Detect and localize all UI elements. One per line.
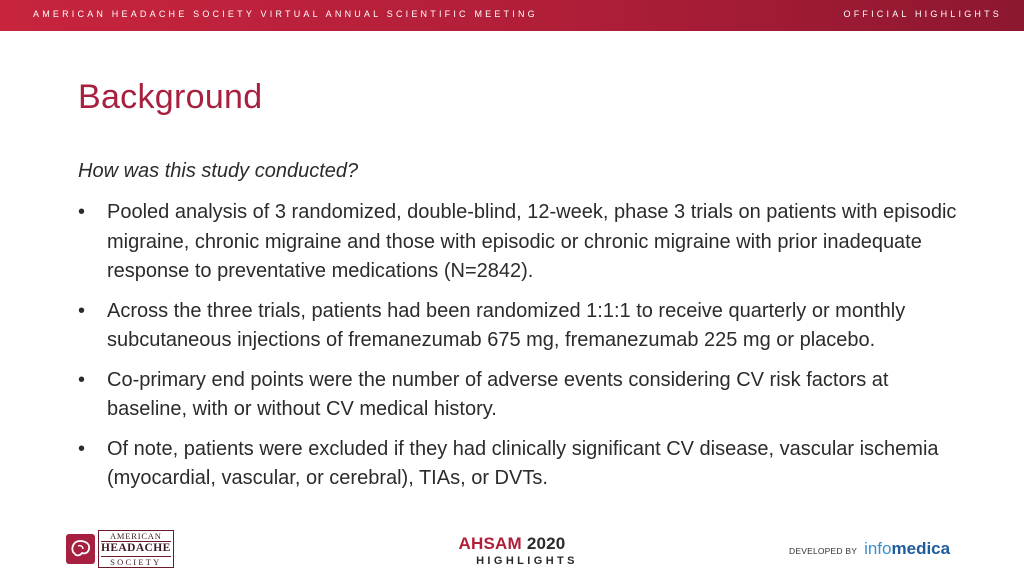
- slide-question: How was this study conducted?: [78, 160, 359, 182]
- meeting-title: AMERICAN HEADACHE SOCIETY VIRTUAL ANNUAL SCIENTIFIC MEETING: [33, 9, 538, 19]
- bullet-item: [78, 435, 958, 494]
- ahsam-word: AHSAM: [458, 534, 522, 553]
- aha-logo-line1: AMERICAN: [101, 531, 171, 543]
- infomedica-logo-part2: medica: [891, 539, 951, 558]
- bullet-icon: •: [78, 299, 86, 322]
- bullet-text: Co-primary end points were the number of adverse events considering CV risk factors at baseline, with or without CV medical history.: [107, 368, 889, 420]
- ahsam-subtitle: HIGHLIGHTS: [476, 555, 578, 567]
- bullet-text: Of note, patients were excluded if they had clinically significant CV disease, vascular ischemia (myocardial, vascular, or cerebral), TIAs, or DVTs.: [107, 437, 939, 489]
- bullet-item: [78, 366, 958, 425]
- aha-logo-line3: SOCIETY: [101, 556, 171, 568]
- bullet-item: [78, 297, 958, 356]
- bullet-item: [78, 198, 958, 287]
- bullet-text: Pooled analysis of 3 randomized, double-blind, 12-week, phase 3 trials on patients with episodic migraine, chronic migraine and those with episodic or chronic migraine with prior inadequate response to preventative medications (N=2842).: [107, 201, 957, 282]
- header-bar: [0, 0, 1024, 31]
- ahsam-year: 2020: [526, 534, 566, 553]
- bullet-icon: •: [78, 437, 86, 460]
- bullet-icon: •: [78, 368, 86, 391]
- bullet-list: [78, 198, 958, 504]
- infomedica-logo-part1: info: [864, 539, 892, 558]
- slide-title: Background: [78, 78, 263, 116]
- official-highlights-label: OFFICIAL HIGHLIGHTS: [843, 9, 1002, 19]
- developed-by-credit: [789, 539, 950, 559]
- developed-by-label: DEVELOPED BY: [789, 546, 858, 556]
- bullet-icon: •: [78, 201, 86, 223]
- bullet-text: Across the three trials, patients had been randomized 1:1:1 to receive quarterly or monthly subcutaneous injections of fremanezumab 675 mg, fremanezumab 225 mg or placebo.: [107, 299, 906, 351]
- aha-logo-line2: HEADACHE: [101, 542, 171, 555]
